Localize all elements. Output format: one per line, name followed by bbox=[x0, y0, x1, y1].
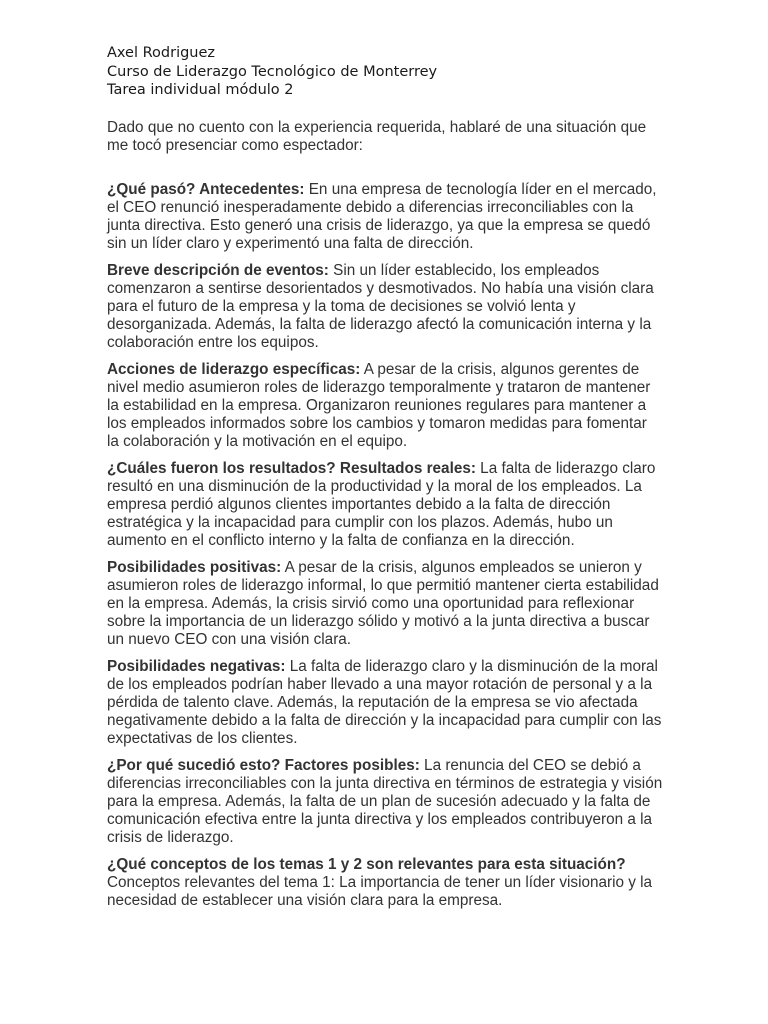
section-heading: Posibilidades positivas: bbox=[107, 558, 282, 576]
section-heading: Acciones de liderazgo específicas: bbox=[107, 360, 361, 378]
section-text: En una empresa de tecnología líder en el mercado, el CEO renunció inesperadamente debido a diferencias irreconciliables con la junta directiva. Esto generó una crisis de liderazgo, ya que la empresa se quedó sin un líder claro y experimentó una falta de dirección. bbox=[107, 180, 657, 252]
section-text: A pesar de la crisis, algunos empleados se unieron y asumieron roles de liderazgo informal, lo que permitió mantener cierta estabilidad en la empresa. Además, la crisis sirvió como una oportunidad para reflexionar sobre la importancia de un liderazgo sólido y motivó a la junta directiva a buscar un nuevo CEO con una visión clara. bbox=[107, 558, 659, 648]
section-text: A pesar de la crisis, algunos gerentes de nivel medio asumieron roles de liderazgo temporalmente y trataron de mantener la estabilidad en la empresa. Organizaron reuniones regulares para mantener a los empleados informados sobre los cambios y tomaron medidas para fomentar la colaboración y la motivación en el equipo. bbox=[107, 360, 651, 450]
section-heading: ¿Cuáles fueron los resultados? Resultados reales: bbox=[107, 459, 476, 477]
section-conceptos-relevantes bbox=[107, 856, 663, 910]
section-posibilidades-positivas bbox=[107, 559, 663, 649]
section-heading: Breve descripción de eventos: bbox=[107, 261, 329, 279]
intro-paragraph: Dado que no cuento con la experiencia requerida, hablaré de una situación que me tocó presenciar como espectador: bbox=[107, 118, 647, 154]
section-text: La falta de liderazgo claro resultó en una disminución de la productividad y la moral de los empleados. La empresa perdió algunos clientes importantes debido a la falta de dirección estratégica y la incapacidad para cumplir con los plazos. Además, hubo un aumento en el conflicto interno y la falta de confianza en la dirección. bbox=[107, 459, 656, 549]
section-heading: Posibilidades negativas: bbox=[107, 657, 286, 675]
section-text: Sin un líder establecido, los empleados comenzaron a sentirse desorientados y desmotivados. No había una visión clara para el futuro de la empresa y la toma de decisiones se volvió lenta y desorganizada. Además, la falta de liderazgo afectó la comunicación interna y la colaboración entre los equipos. bbox=[107, 261, 654, 351]
assignment-title: Tarea individual módulo 2 bbox=[107, 82, 294, 98]
document-body bbox=[107, 44, 663, 919]
section-resultados bbox=[107, 460, 663, 550]
document-header bbox=[107, 44, 663, 100]
author-name: Axel Rodriguez bbox=[107, 45, 216, 61]
section-descripcion-eventos bbox=[107, 262, 663, 352]
section-heading: ¿Qué pasó? Antecedentes: bbox=[107, 180, 305, 198]
sections-list bbox=[107, 181, 663, 910]
section-text: Conceptos relevantes del tema 1: La importancia de tener un líder visionario y la necesidad de establecer una visión clara para la empresa. bbox=[107, 873, 653, 909]
section-text: La falta de liderazgo claro y la disminución de la moral de los empleados podrían haber llevado a una mayor rotación de personal y a la pérdida de talento clave. Además, la reputación de la empresa se vio afectada negativamente debido a la falta de dirección y la incapacidad para cumplir con las expectativas de los clientes. bbox=[107, 657, 662, 747]
course-name: Curso de Liderazgo Tecnológico de Monterrey bbox=[107, 63, 438, 80]
section-text: La renuncia del CEO se debió a diferencias irreconciliables con la junta directiva en términos de estrategia y visión para la empresa. Además, la falta de un plan de sucesión adecuado y la falta de comunicación efectiva entre la junta directiva y los empleados contribuyeron a la crisis de liderazgo. bbox=[107, 756, 663, 846]
section-acciones-liderazgo bbox=[107, 361, 663, 451]
section-posibilidades-negativas bbox=[107, 658, 663, 748]
section-heading: ¿Qué conceptos de los temas 1 y 2 son relevantes para esta situación? bbox=[107, 855, 626, 873]
section-antecedentes bbox=[107, 181, 663, 253]
section-heading: ¿Por qué sucedió esto? Factores posibles: bbox=[107, 756, 420, 774]
section-factores-posibles bbox=[107, 757, 663, 847]
